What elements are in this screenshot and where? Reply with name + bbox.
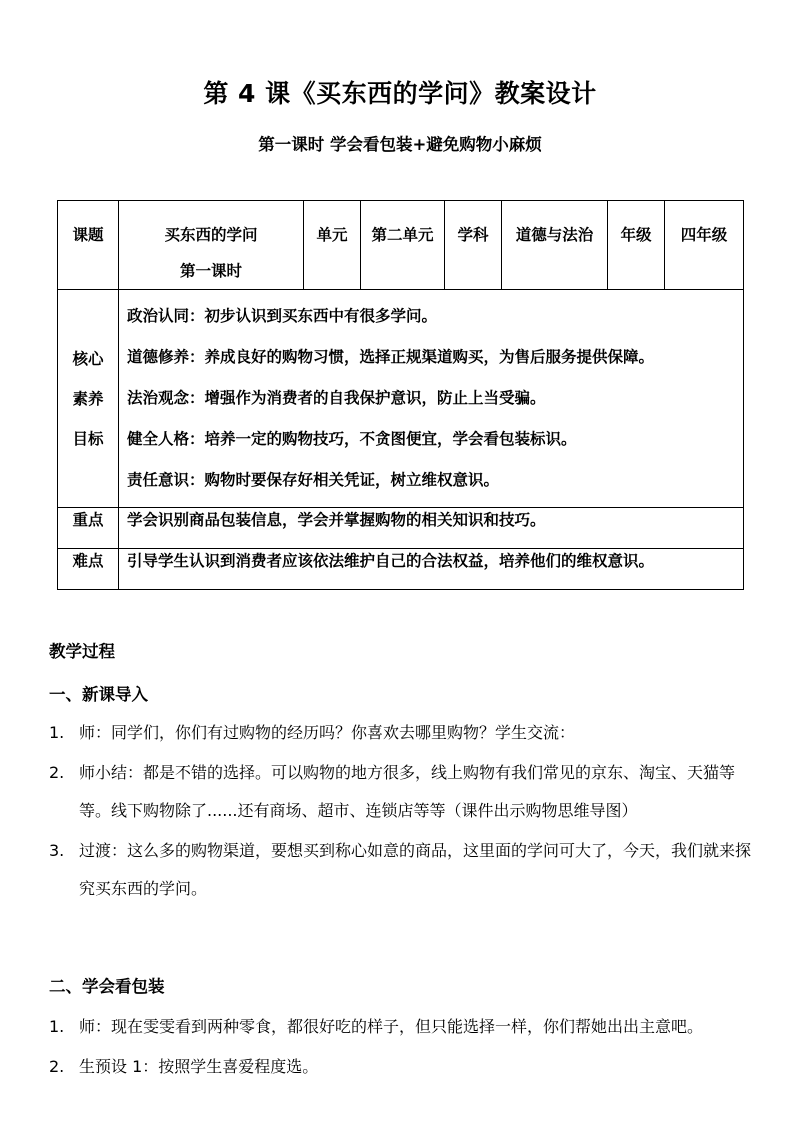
list-item <box>49 754 759 830</box>
list-item-number: 2. <box>49 763 65 782</box>
list-item <box>49 1048 759 1086</box>
core-literacy-label: 核心 素养 目标 <box>58 290 119 508</box>
table-row-key-point <box>58 508 744 549</box>
list-item-number: 3. <box>49 841 65 860</box>
process-heading: 教学过程 <box>49 642 115 661</box>
lesson-label: 课题 <box>72 226 104 244</box>
list-item-text: 师小结：都是不错的选择。可以购物的地方很多，线上购物有我们常见的京东、淘宝、天猫等等。线下购物除了......还有商场、超市、连锁店等等（课件出示购物思维导图） <box>79 763 736 820</box>
core-literacy-goals <box>119 290 744 508</box>
unit-label: 单元 <box>316 226 348 244</box>
table-row-header <box>58 201 744 290</box>
lesson-info-table <box>57 200 744 590</box>
list-item-text: 过渡：这么多的购物渠道，要想买到称心如意的商品，这里面的学问可大了，今天，我们就来探究买东西的学问。 <box>79 841 752 898</box>
section2-list <box>49 1008 759 1086</box>
section2-title: 二、学会看包装 <box>49 977 165 996</box>
subject-label: 学科 <box>457 226 489 244</box>
key-point-value: 学会识别商品包装信息，学会并掌握购物的相关知识和技巧。 <box>119 508 744 549</box>
subject-value: 道德与法治 <box>515 226 594 244</box>
core-goal-item: 道德修养：养成良好的购物习惯，选择正规渠道购买，为售后服务提供保障。 <box>127 348 655 366</box>
table-row-core <box>58 290 744 508</box>
list-item <box>49 714 759 752</box>
list-item-number: 2. <box>49 1057 65 1076</box>
unit-value: 第二单元 <box>371 226 434 244</box>
list-item-text: 师：现在雯雯看到两种零食，都很好吃的样子，但只能选择一样，你们帮她出出主意吧。 <box>79 1017 704 1036</box>
core-goal-item: 健全人格：培养一定的购物技巧，不贪图便宜，学会看包装标识。 <box>127 430 577 448</box>
document-title: 第 4 课《买东西的学问》教案设计 <box>203 79 597 108</box>
difficulty-label: 难点 <box>58 549 119 590</box>
list-item-text: 生预设 1：按照学生喜爱程度选。 <box>79 1057 319 1076</box>
grade-value: 四年级 <box>680 226 728 244</box>
list-item-number: 1. <box>49 723 65 742</box>
lesson-value-line2: 第一课时 <box>179 262 242 280</box>
list-item-number: 1. <box>49 1017 65 1036</box>
table-row-difficulty <box>58 549 744 590</box>
core-goal-item: 法治观念：增强作为消费者的自我保护意识，防止上当受骗。 <box>127 389 546 407</box>
lesson-value-line1: 买东西的学问 <box>164 226 258 244</box>
grade-label: 年级 <box>620 226 652 244</box>
difficulty-value: 引导学生认识到消费者应该依法维护自己的合法权益，培养他们的维权意识。 <box>119 549 744 590</box>
section1-list <box>49 714 759 908</box>
list-item <box>49 832 759 908</box>
core-goal-item: 政治认同：初步认识到买东西中有很多学问。 <box>127 307 438 325</box>
core-goal-item: 责任意识：购物时要保存好相关凭证，树立维权意识。 <box>127 471 500 489</box>
section1-title: 一、新课导入 <box>49 685 148 704</box>
lesson-value <box>119 201 303 289</box>
list-item <box>49 1008 759 1046</box>
key-point-label: 重点 <box>58 508 119 549</box>
document-subtitle: 第一课时 学会看包装+避免购物小麻烦 <box>258 135 542 154</box>
list-item-text: 师：同学们，你们有过购物的经历吗？你喜欢去哪里购物？学生交流： <box>79 723 576 742</box>
